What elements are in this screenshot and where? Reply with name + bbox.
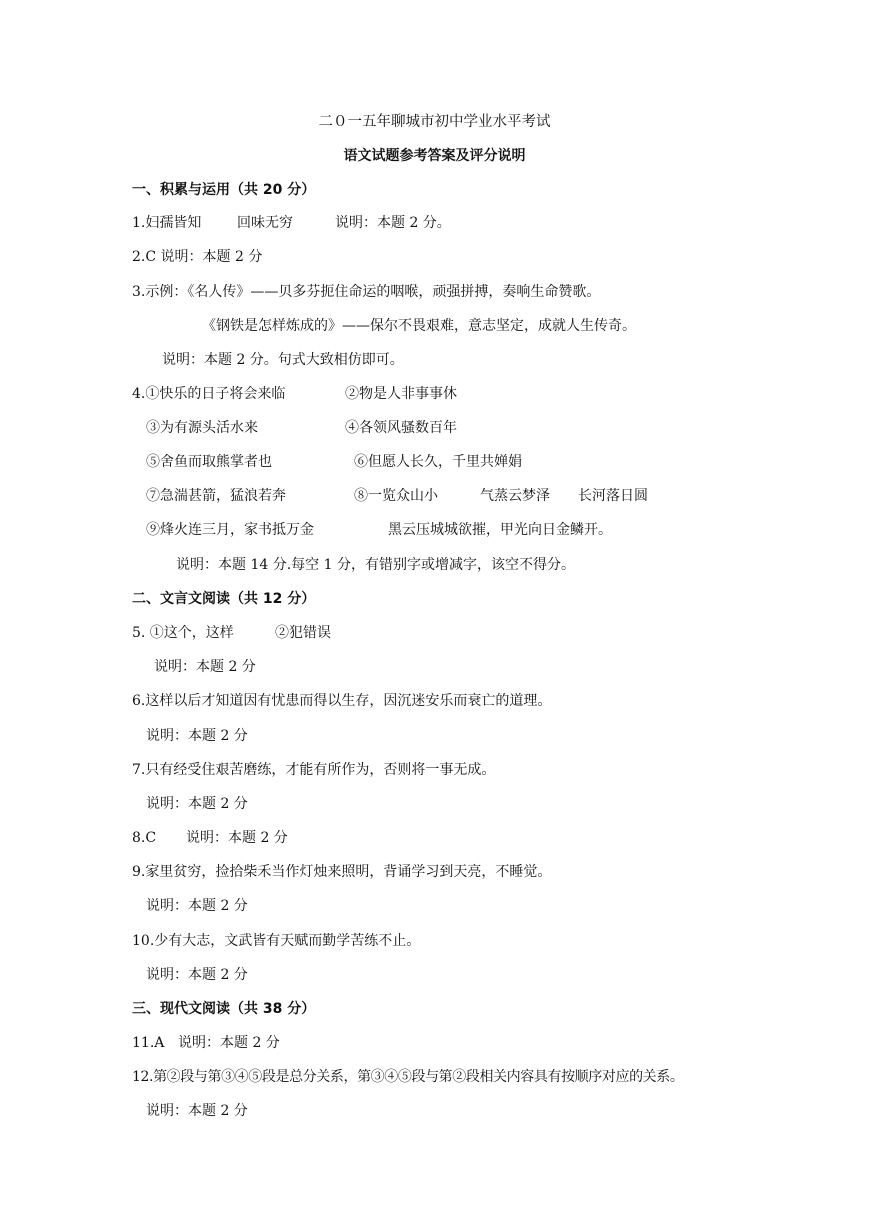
answer-text: 长河落日圆 — [578, 488, 648, 504]
answer-line-q5 — [132, 623, 732, 643]
scoring-note-q4: 说明：本题 14 分.每空 1 分，有错别字或增减字，该空不得分。 — [176, 557, 575, 573]
section-heading-3: 三、现代文阅读（共 38 分） — [132, 1001, 316, 1017]
answer-text: ⑧一览众山小 — [354, 488, 438, 504]
scoring-note: 说明：本题 2 分 — [178, 1035, 280, 1051]
answer-line-q3: 3.示例：《名人传》——贝多芬扼住命运的咽喉，顽强拼搏，奏响生命赞歌。 — [132, 284, 601, 300]
scoring-note-q3: 说明：本题 2 分。句式大致相仿即可。 — [162, 352, 404, 368]
answer-text: ⑤舍鱼而取熊掌者也 — [146, 454, 272, 470]
answer-line-q4-row4 — [146, 486, 746, 506]
section-heading-1: 一、积累与运用（共 20 分） — [132, 182, 316, 198]
scoring-note-q10: 说明：本题 2 分 — [146, 967, 248, 983]
answer-line-q3-example-2: 《钢铁是怎样炼成的》——保尔不畏艰难，意志坚定，成就人生传奇。 — [202, 318, 636, 334]
document-subtitle: 语文试题参考答案及评分说明 — [343, 148, 526, 164]
answer-line-q4-row2 — [146, 418, 746, 438]
answer-line-q12: 12.第②段与第③④⑤段是总分关系，第③④⑤段与第②段相关内容具有按顺序对应的关系。 — [132, 1069, 684, 1085]
answer-line-q10: 10.少有大志，文武皆有天赋而勤学苦练不止。 — [132, 933, 421, 949]
scoring-note: 说明：本题 2 分 — [186, 830, 288, 846]
scoring-note-q5: 说明：本题 2 分 — [154, 659, 256, 675]
answer-text: ⑥但愿人长久，千里共婵娟 — [354, 454, 522, 470]
answer-text: 4.①快乐的日子将会来临 — [132, 386, 286, 402]
answer-text: ⑦急湍甚箭，猛浪若奔 — [146, 488, 286, 504]
document-title: 二０一五年聊城市初中学业水平考试 — [318, 114, 551, 130]
section-heading-2: 二、文言文阅读（共 12 分） — [132, 591, 316, 607]
answer-line-q6: 6.这样以后才知道因有忧患而得以生存，因沉迷安乐而衰亡的道理。 — [132, 693, 552, 709]
scoring-note-q6: 说明：本题 2 分 — [146, 728, 248, 744]
answer-line-q4-row1 — [132, 384, 732, 404]
answer-text: ③为有源头活水来 — [146, 420, 258, 436]
answer-text: ②犯错误 — [275, 625, 331, 641]
answer-text: ④各领风骚数百年 — [345, 420, 457, 436]
answer-line-q4-row3 — [146, 452, 746, 472]
answer-text: 黑云压城城欲摧，甲光向日金鳞开。 — [388, 522, 612, 538]
answer-line-q4-row5 — [146, 520, 746, 540]
answer-text: 1.妇孺皆知 — [132, 215, 202, 231]
answer-text: ⑨烽火连三月，家书抵万金 — [146, 522, 314, 538]
scoring-note-q9: 说明：本题 2 分 — [146, 898, 248, 914]
scoring-note: 说明：本题 2 分。 — [335, 215, 451, 231]
answer-text: 8.C — [132, 830, 157, 846]
answer-line-q11 — [132, 1033, 732, 1053]
answer-text: ②物是人非事事休 — [345, 386, 457, 402]
answer-text: 气蒸云梦泽 — [480, 488, 550, 504]
answer-line-q9: 9.家里贫穷，捡拾柴禾当作灯烛来照明，背诵学习到天亮，不睡觉。 — [132, 864, 552, 880]
answer-line-q7: 7.只有经受住艰苦磨练，才能有所作为，否则将一事无成。 — [132, 762, 496, 778]
answer-text: 回味无穷 — [237, 215, 293, 231]
answer-text: 11.A — [132, 1035, 165, 1051]
answer-line-q1 — [132, 213, 732, 233]
answer-line-q8 — [132, 828, 732, 848]
scoring-note-q7: 说明：本题 2 分 — [146, 796, 248, 812]
answer-text: 5. ①这个，这样 — [132, 625, 234, 641]
scoring-note-q12: 说明：本题 2 分 — [146, 1103, 248, 1119]
answer-line-q2: 2.C 说明：本题 2 分 — [132, 249, 263, 265]
